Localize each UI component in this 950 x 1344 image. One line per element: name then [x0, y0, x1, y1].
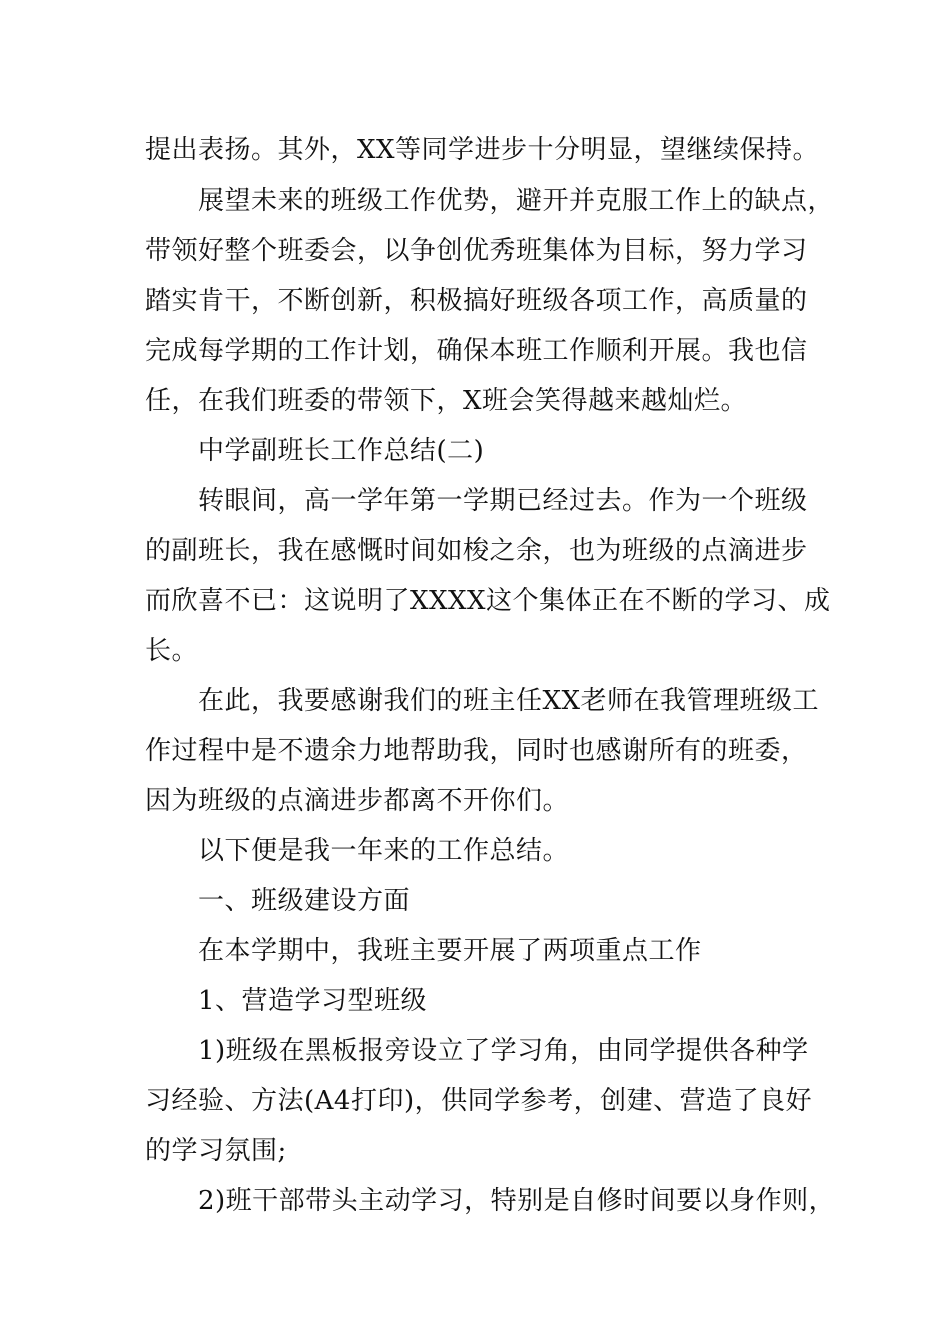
heading-item: 一、班级建设方面	[198, 886, 411, 916]
text-line: 长。	[145, 636, 199, 666]
text-line: 的学习氛围;	[145, 1136, 287, 1166]
text-line: 任，在我们班委的带领下，X班会笑得越来越灿烂。	[145, 386, 748, 416]
text-line: 完成每学期的工作计划，确保本班工作顺利开展。我也信	[145, 336, 808, 366]
text-line: 因为班级的点滴进步都离不开你们。	[145, 786, 570, 816]
heading-item: 1、营造学习型班级	[198, 986, 428, 1016]
text-line: 以下便是我一年来的工作总结。	[198, 836, 570, 866]
text-line: 1)班级在黑板报旁设立了学习角，由同学提供各种学	[198, 1036, 809, 1066]
text-line: 提出表扬。其外，XX等同学进步十分明显，望继续保持。	[145, 135, 820, 165]
text-line: 踏实肯干，不断创新，积极搞好班级各项工作，高质量的	[145, 286, 808, 316]
section-title: 中学副班长工作总结(二)	[198, 436, 485, 466]
text-line: 的副班长，我在感慨时间如梭之余，也为班级的点滴进步	[145, 536, 808, 566]
text-line: 而欣喜不已：这说明了XXXX这个集体正在不断的学习、成	[145, 586, 831, 616]
text-line: 在本学期中，我班主要开展了两项重点工作	[198, 936, 702, 966]
text-line: 带领好整个班委会，以争创优秀班集体为目标，努力学习	[145, 236, 808, 266]
text-line: 转眼间，高一学年第一学期已经过去。作为一个班级	[198, 486, 808, 516]
text-line: 习经验、方法(A4打印)，供同学参考，创建、营造了良好	[145, 1086, 813, 1116]
text-line: 2)班干部带头主动学习，特别是自修时间要以身作则，	[198, 1186, 836, 1216]
text-line: 展望未来的班级工作优势，避开并克服工作上的缺点，	[198, 186, 835, 216]
text-line: 作过程中是不遗余力地帮助我，同时也感谢所有的班委，	[145, 736, 808, 766]
text-line: 在此，我要感谢我们的班主任XX老师在我管理班级工	[198, 686, 820, 716]
